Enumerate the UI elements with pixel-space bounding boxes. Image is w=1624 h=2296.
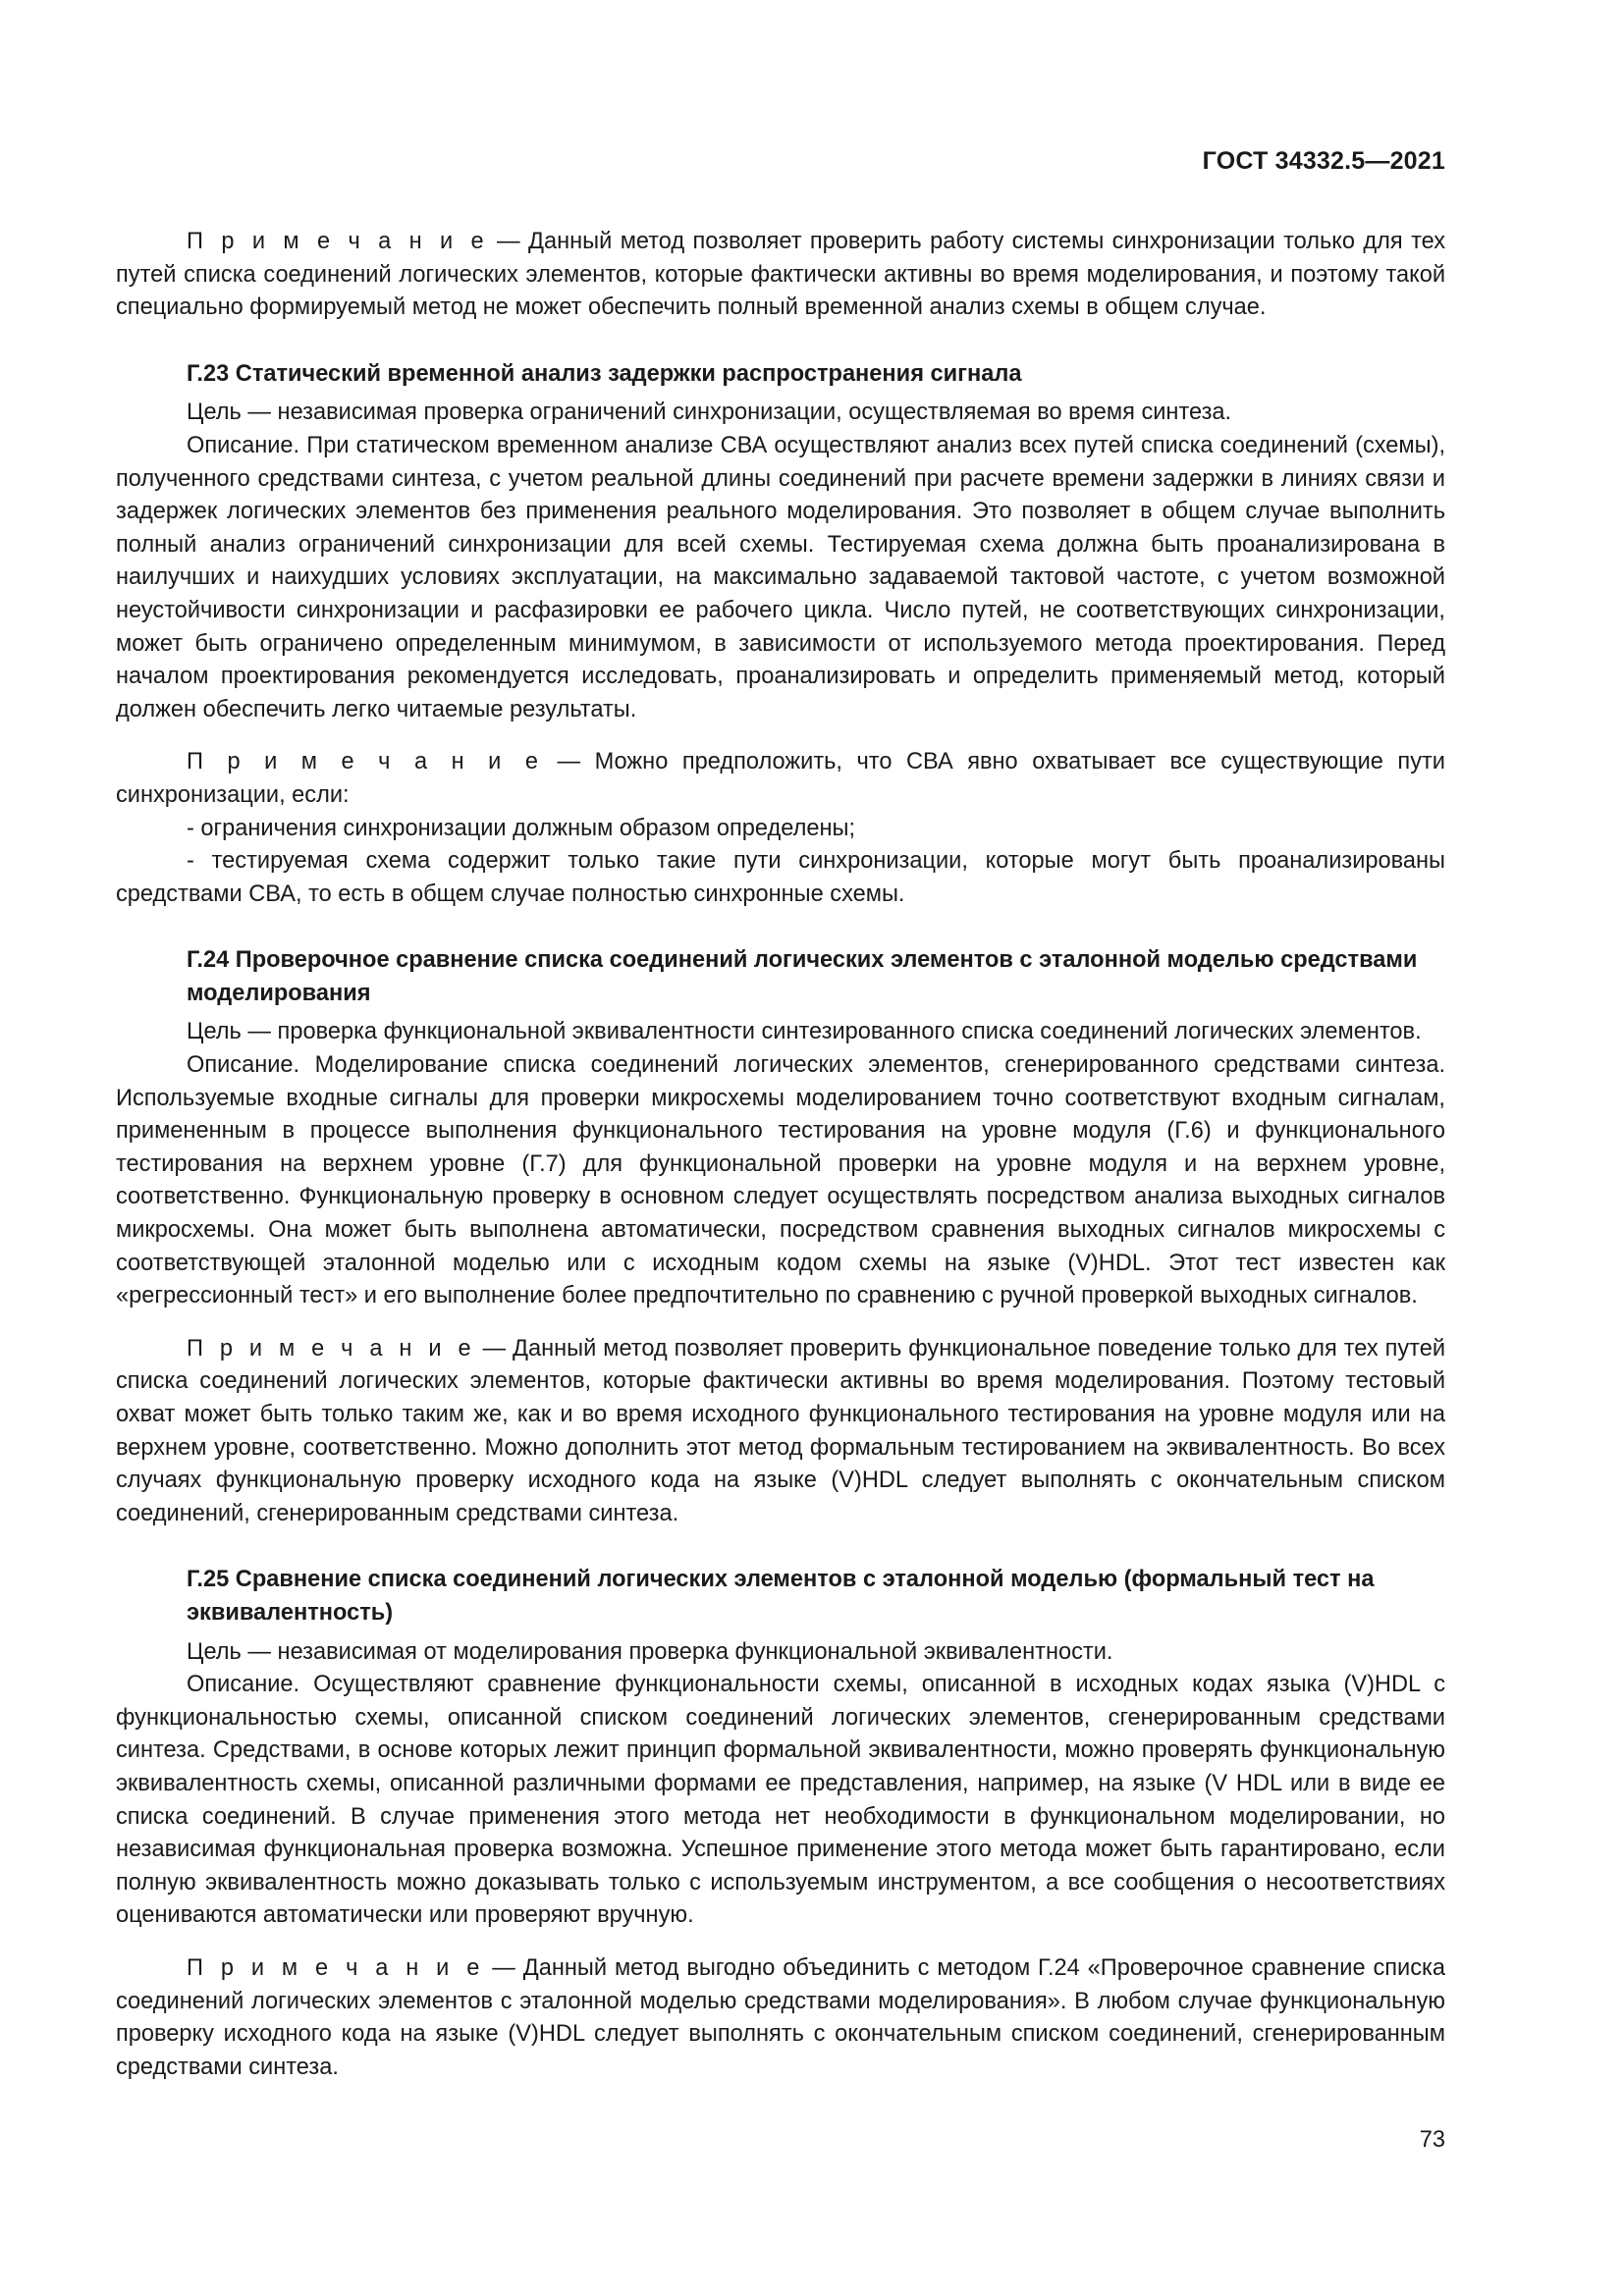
goal-paragraph: Цель — независимая от моделирования проверка функциональной эквивалентности.	[187, 1638, 1113, 1665]
note-label: П р и м е ч а н и е	[187, 1954, 485, 1981]
note-text: — Можно предположить, что СВА явно охватывает все существующие пути синхронизации, если:	[116, 749, 1445, 808]
description-paragraph: Описание. При статическом временном анализе СВА осуществляют анализ всех путей списка соединений (схемы), полученного средствами синтеза, с учетом реальной длины соединений при расчете времени задержки в линиях связи и задержек логических элементов без применения реального моделирования. Это позволяет в общем случае выполнить полный анализ ограничений синхронизации для всей схемы. Тестируемая схема должна быть проанализирована в наилучших и наихудших условиях эксплуатации, на максимально задаваемой тактовой частоте, с учетом возможной неустойчивости синхронизации и расфазировки ее рабочего цикла. Число путей, не соответствующих синхронизации, может быть ограничено определенным минимумом, в зависимости от используемого метода проектирования. Перед началом проектирования рекомендуется исследовать, проанализировать и определить применяемый метод, который должен обеспечить легко читаемые результаты.	[116, 432, 1445, 722]
note-paragraph	[116, 226, 1445, 325]
list-item: - тестируемая схема содержит только такие пути синхронизации, которые могут быть проанализированы средствами СВА, то есть в общем случае полностью синхронные схемы.	[116, 848, 1445, 907]
page-number: 73	[1419, 2127, 1445, 2153]
note-paragraph	[116, 746, 1445, 812]
note-paragraph	[116, 1333, 1445, 1531]
document-page	[116, 0, 1445, 2296]
note-text: — Данный метод позволяет проверить работу системы синхронизации только для тех путей списка соединений логических элементов, которые фактически активны во время моделирования, и поэтому такой специально формируемый метод не может обеспечить полный временной анализ схемы в общем случае.	[116, 229, 1446, 321]
description-paragraph: Описание. Моделирование списка соединений логических элементов, сгенерированного средствами синтеза. Используемые входные сигналы для проверки микросхемы моделированием точно соответствуют входным сигналам, примененным в процессе выполнения функционального тестирования на уровне модуля (Г.6) и функционального тестирования на верхнем уровне (Г.7) для функциональной проверки на уровне модуля и на верхнем уровне, соответственно. Функциональную проверку в основном следует осуществлять посредством анализа выходных сигналов микросхемы. Она может быть выполнена автоматически, посредством сравнения выходных сигналов микросхемы с соответствующей эталонной моделью или с исходным кодом схемы на языке (V)HDL. Этот тест известен как «регрессионный тест» и его выполнение более предпочтительно по сравнению с ручной проверкой выходных сигналов.	[116, 1052, 1445, 1309]
list-item: - ограничения синхронизации должным образом определены;	[187, 815, 856, 841]
note-text: — Данный метод позволяет проверить функциональное поведение только для тех путей списка соединений логических элементов, которые фактически активны во время моделирования. Поэтому тестовый охват может быть только таким же, как и во время исходного функционального тестирования на уровне модуля или на верхнем уровне, соответственно. Можно дополнить этот метод формальным тестированием на эквивалентность. Во всех случаях функциональную проверку исходного кода на языке (V)HDL следует выполнять с окончательным списком соединений, сгенерированным средствами синтеза.	[116, 1335, 1446, 1526]
goal-paragraph: Цель — независимая проверка ограничений синхронизации, осуществляемая во время синтеза.	[187, 400, 1232, 426]
document-standard-id: ГОСТ 34332.5—2021	[1202, 147, 1445, 175]
section-heading-g25: Г.25 Сравнение списка соединений логических элементов с эталонной моделью (формальный тест на эквивалентность)	[187, 1567, 1375, 1626]
document-body	[116, 226, 1445, 2084]
note-label: П р и м е ч а н и е	[187, 749, 543, 775]
note-label: П р и м е ч а н и е	[187, 1335, 476, 1362]
section-heading-g24: Г.24 Проверочное сравнение списка соединений логических элементов с эталонной моделью средствами моделирования	[187, 947, 1418, 1006]
note-label: П р и м е ч а н и е	[187, 229, 489, 254]
note-text: — Данный метод выгодно объединить с методом Г.24 «Проверочное сравнение списка соединений логических элементов с эталонной моделью средствами моделирования». В любом случае функциональную проверку исходного кода на языке (V)HDL следует выполнять с окончательным списком соединений, сгенерированным средствами синтеза.	[116, 1954, 1445, 2080]
note-paragraph	[116, 1952, 1445, 2084]
section-heading-g23: Г.23 Статический временной анализ задержки распространения сигнала	[187, 360, 1022, 387]
description-paragraph: Описание. Осуществляют сравнение функциональности схемы, описанной в исходных кодах языка (V)HDL с функциональностью схемы, описанной списком соединений логических элементов, сгенерированным средствами синтеза. Средствами, в основе которых лежит принцип формальной эквивалентности, можно проверять функциональную эквивалентность схемы, описанной различными формами ее представления, например, на языке (V HDL или в виде ее списка соединений. В случае применения этого метода нет необходимости в функциональном моделировании, но независимая функциональная проверка возможна. Успешное применение этого метода может быть гарантировано, если полную эквивалентность можно доказывать только с используемым инструментом, а все сообщения о несоответствиях оцениваются автоматически или проверяют вручную.	[116, 1672, 1445, 1929]
goal-paragraph: Цель — проверка функциональной эквивалентности синтезированного списка соединений логических элементов.	[187, 1019, 1422, 1045]
